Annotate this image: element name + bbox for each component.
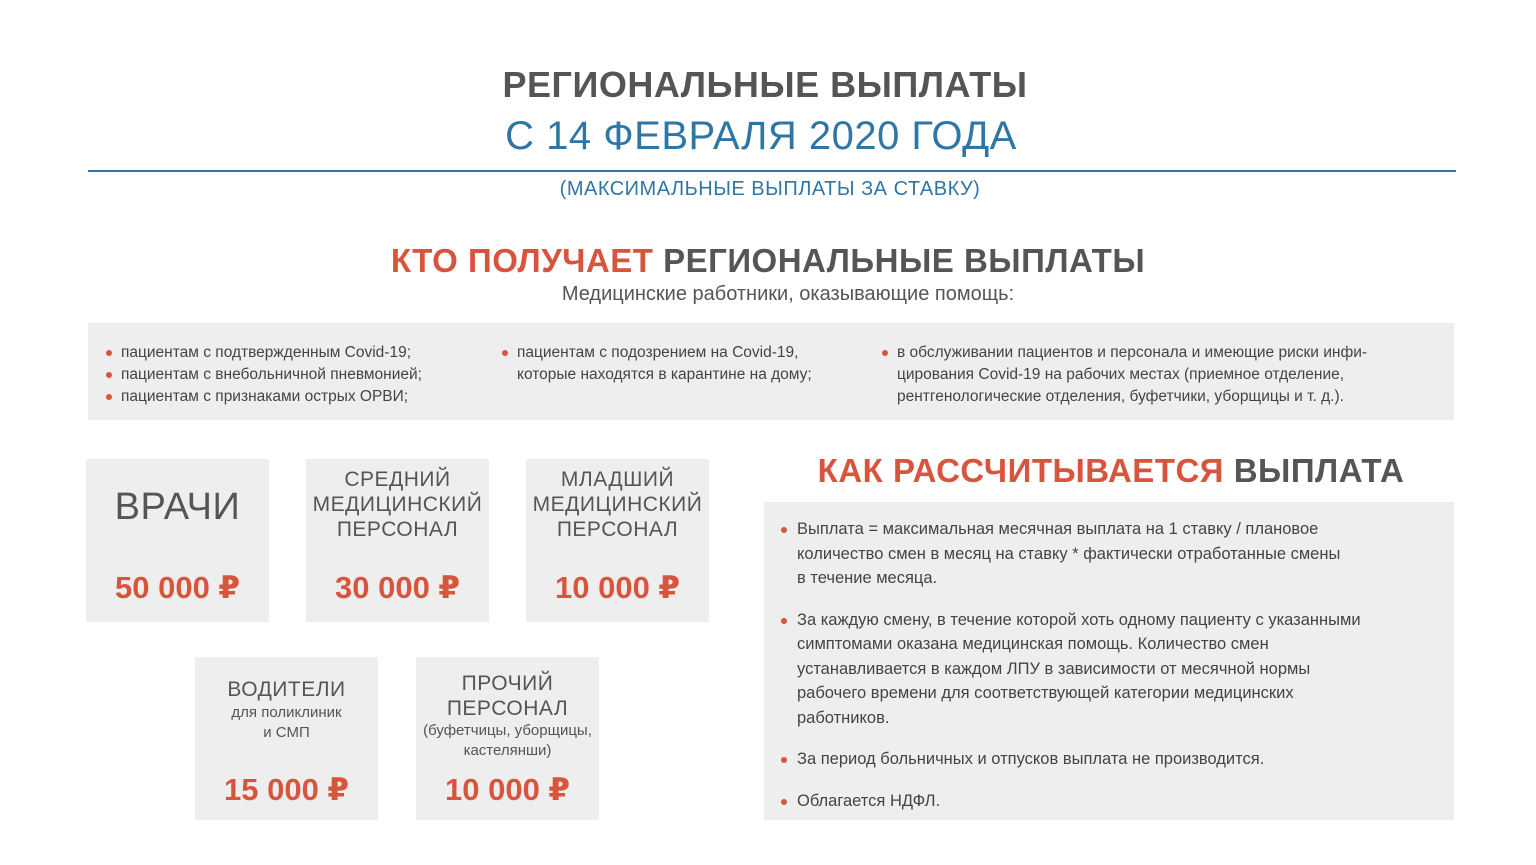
criteria-col-3: [879, 342, 1439, 408]
card-amount: 10 000 ₽: [445, 772, 570, 807]
list-item: Облагается НДФЛ.: [778, 789, 1446, 814]
how-heading-rest: ВЫПЛАТА: [1233, 452, 1405, 489]
list-item: пациентам с подтвержденным Covid-19;: [103, 342, 488, 364]
who-subheading: Медицинские работники, оказывающие помощь:: [561, 283, 1015, 305]
card-doctors: [86, 459, 269, 622]
subtitle-note: (МАКСИМАЛЬНЫЕ ВЫПЛАТЫ ЗА СТАВКУ): [559, 178, 981, 200]
list-item: пациентам с признаками острых ОРВИ;: [103, 386, 488, 408]
card-label: ВРАЧИ: [114, 486, 241, 528]
card-other-staff: [416, 657, 599, 820]
who-criteria-band: [88, 323, 1454, 420]
card-junior-staff: [526, 459, 709, 622]
list-item: Выплата = максимальная месячная выплата на 1 ставку / плановое количество смен в месяц на ставку * фактически отработанные смены в течение месяца.: [778, 517, 1446, 591]
card-label: ВОДИТЕЛИ: [227, 678, 346, 701]
how-rules-list: [778, 517, 1446, 813]
card-amount: 10 000 ₽: [555, 570, 680, 605]
criteria-col-1: [103, 342, 488, 408]
card-label: СРЕДНИЙ МЕДИЦИНСКИЙ ПЕРСОНАЛ: [312, 468, 483, 541]
card-drivers: [195, 657, 378, 820]
list-item: в обслуживании пациентов и персонала и имеющие риски инфи-цирования Covid-19 на рабочих местах (приемное отделение, рентгенологические отделения, буфетчики, уборщицы и т. д.).: [879, 342, 1439, 408]
page-title: РЕГИОНАЛЬНЫЕ ВЫПЛАТЫ: [502, 64, 1028, 105]
card-note: (буфетчицы, уборщицы, кастелянши): [423, 722, 592, 759]
how-heading: [766, 452, 1456, 490]
card-middle-staff: [306, 459, 489, 622]
list-item: пациентам с подозрением на Covid-19, которые находятся в карантине на дому;: [499, 342, 859, 386]
who-heading: [0, 242, 1536, 280]
list-item: За каждую смену, в течение которой хоть одному пациенту с указанными симптомами оказана медицинская помощь. Количество смен устанавливается в каждом ЛПУ в зависимости от месячной нормы рабочего времени для соответствующей категории медицинских работников.: [778, 608, 1446, 731]
card-amount: 50 000 ₽: [115, 570, 240, 605]
card-amount: 15 000 ₽: [224, 772, 349, 807]
divider: [88, 170, 1456, 172]
list-item: пациентам с внебольничной пневмонией;: [103, 364, 488, 386]
how-heading-accent: КАК РАССЧИТЫВАЕТСЯ: [817, 452, 1225, 489]
card-label: МЛАДШИЙ МЕДИЦИНСКИЙ ПЕРСОНАЛ: [532, 468, 703, 541]
criteria-col-2: [499, 342, 859, 386]
who-heading-rest: РЕГИОНАЛЬНЫЕ ВЫПЛАТЫ: [663, 242, 1146, 279]
card-amount: 30 000 ₽: [335, 570, 460, 605]
card-note: для поликлиник и СМП: [231, 704, 342, 741]
page-subtitle-date: С 14 ФЕВРАЛЯ 2020 ГОДА: [505, 114, 1017, 158]
list-item: За период больничных и отпусков выплата не производится.: [778, 747, 1446, 772]
who-heading-accent: КТО ПОЛУЧАЕТ: [390, 242, 654, 279]
how-rules-box: [764, 502, 1454, 820]
card-label: ПРОЧИЙ ПЕРСОНАЛ: [446, 672, 569, 720]
